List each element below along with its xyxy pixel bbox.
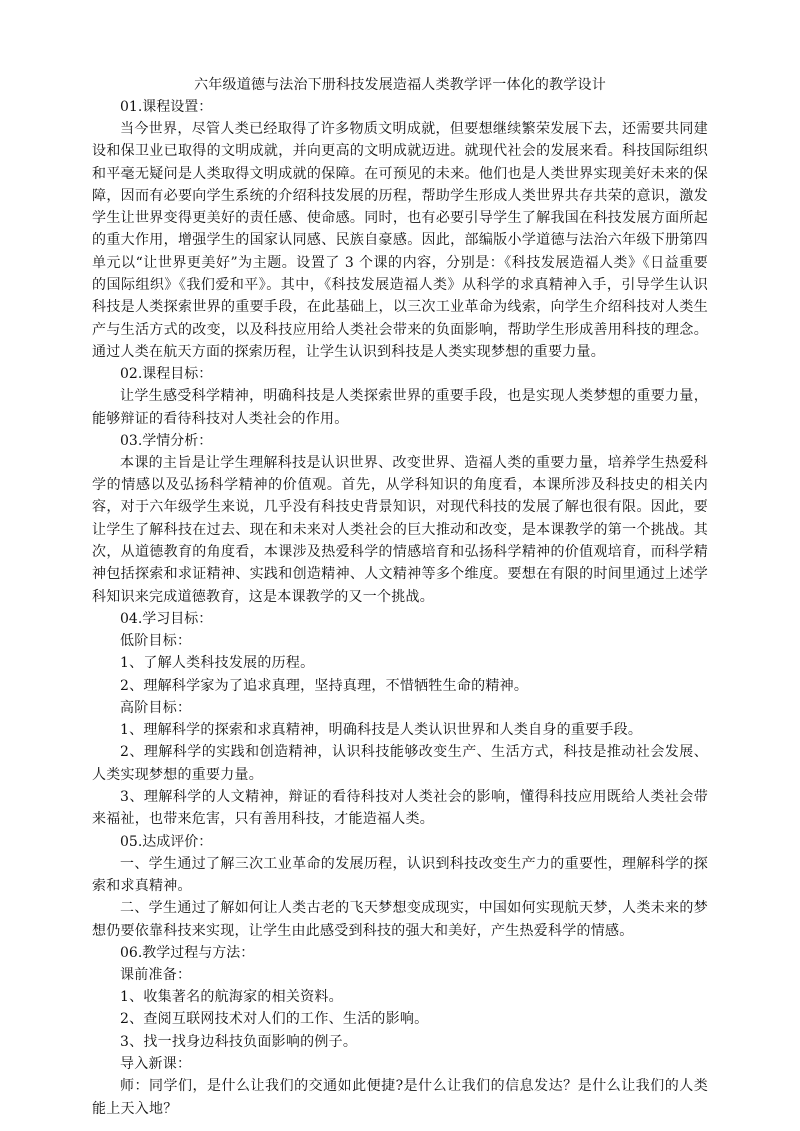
section-heading-assessment: 05.达成评价：: [120, 833, 213, 850]
section-paragraph: 二、学生通过了解如何让人类古老的飞天梦想变成现实，中国如何实现航天梦，人类未来的梦想仍要依靠科技来实现，让学生由此感受到科技的强大和美好，产生热爱科学的情感。: [92, 900, 708, 939]
list-item: 2、查阅互联网技术对人们的工作、生活的影响。: [120, 1011, 429, 1028]
section-paragraph: 当今世界，尽管人类已经取得了许多物质文明成就，但要想继续繁荣发展下去，还需要共同建设和保卫业已取得的文明成就，并向更高的文明成就迈进。就现代社会的发展来看。科技国际组织和平毫无疑问是人类取得文明成就的保障。在可预见的未来。他们也是人类世界实现美好未来的保障，因而有必要向学生系统的介绍科技发展的历程，帮助学生形成人类世界共存共荣的意识，激发学生让世界变得更美好的责任感、使命感。同时，也有必要引导学生了解我国在科技发展方面所起的重大作用，增强学生的国家认同感、民族自豪感。因此，部编版小学道德与法治六年级下册第四单元以“让世界更美好”为主题。设置了 3 个课的内容，分别是：《科技发展造福人类》《日益重要的国际组织》《我们爱和平》。其中，《科技发展造福人类》从科学的求真精神入手，引导学生认识科技是人类探索世界的重要手段，在此基础上，以三次工业革命为线索，向学生介绍科技对人类生产与生活方式的改变，以及科技应用给人类社会带来的负面影响，帮助学生形成善用科技的理念。通过人类在航天方面的探索历程，让学生认识到科技是人类实现梦想的重要力量。: [92, 121, 708, 360]
list-item: 3、理解科学的人文精神，辩证的看待科技对人类社会的影响，懂得科技应用既给人类社会带来福祉，也带来危害，只有善用科技，才能造福人类。: [92, 789, 708, 828]
section-heading-learning-objectives: 04.学习目标：: [120, 610, 213, 627]
subheading-low-level-goals: 低阶目标：: [120, 632, 192, 649]
section-heading-course-setting: 01.课程设置：: [120, 99, 213, 115]
section-paragraph: 本课的主旨是让学生理解科技是认识世界、改变世界、造福人类的重要力量，培养学生热爱科学的情感以及弘扬科学精神的价值观。首先，从学科知识的角度看，本课所涉及科技史的相关内容，对于六年级学生来说，几乎没有科技史背景知识，对现代科技的发展了解也很有限。因此，要让学生了解科技在过去、现在和未来对人类社会的巨大推动和改变，是本课教学的第一个挑战。其次，从道德教育的角度看，本课涉及热爱科学的情感培育和弘扬科学精神的价值观培育，而科学精神包括探索和求证精神、实践和创造精神、人文精神等多个维度。要想在有限的时间里通过上述学科知识来完成道德教育，这是本课教学的又一个挑战。: [92, 454, 708, 605]
subheading-preparation: 课前准备：: [120, 966, 192, 983]
section-heading-course-goals: 02.课程目标：: [120, 366, 213, 383]
list-item: 1、了解人类科技发展的历程。: [120, 655, 315, 672]
subheading-introduction: 导入新课：: [120, 1055, 192, 1072]
document-title: 六年级道德与法治下册科技发展造福人类教学评一体化的教学设计: [194, 77, 606, 93]
section-heading-learner-analysis: 03.学情分析：: [120, 432, 213, 449]
list-item: 2、理解科学的实践和创造精神，认识科技能够改变生产、生活方式，科技是推动社会发展、人类实现梦想的重要力量。: [92, 744, 708, 783]
section-paragraph: 师：同学们，是什么让我们的交通如此便捷?是什么让我们的信息发达？是什么让我们的人类能上天入地？: [92, 1078, 708, 1117]
list-item: 1、收集著名的航海家的相关资料。: [120, 989, 343, 1006]
section-heading-teaching-process: 06.教学过程与方法：: [120, 944, 255, 961]
section-paragraph: 一、学生通过了解三次工业革命的发展历程，认识到科技改变生产力的重要性，理解科学的探索和求真精神。: [92, 855, 708, 894]
list-item: 3、找一找身边科技负面影响的例子。: [120, 1033, 358, 1050]
subheading-high-level-goals: 高阶目标：: [120, 699, 192, 716]
list-item: 2、理解科学家为了追求真理，坚持真理，不惜牺牲生命的精神。: [120, 677, 529, 694]
list-item: 1、理解科学的探索和求真精神，明确科技是人类认识世界和人类自身的重要手段。: [120, 722, 643, 739]
section-paragraph: 让学生感受科学精神，明确科技是人类探索世界的重要手段，也是实现人类梦想的重要力量，能够辩证的看待科技对人类社会的作用。: [92, 388, 708, 427]
